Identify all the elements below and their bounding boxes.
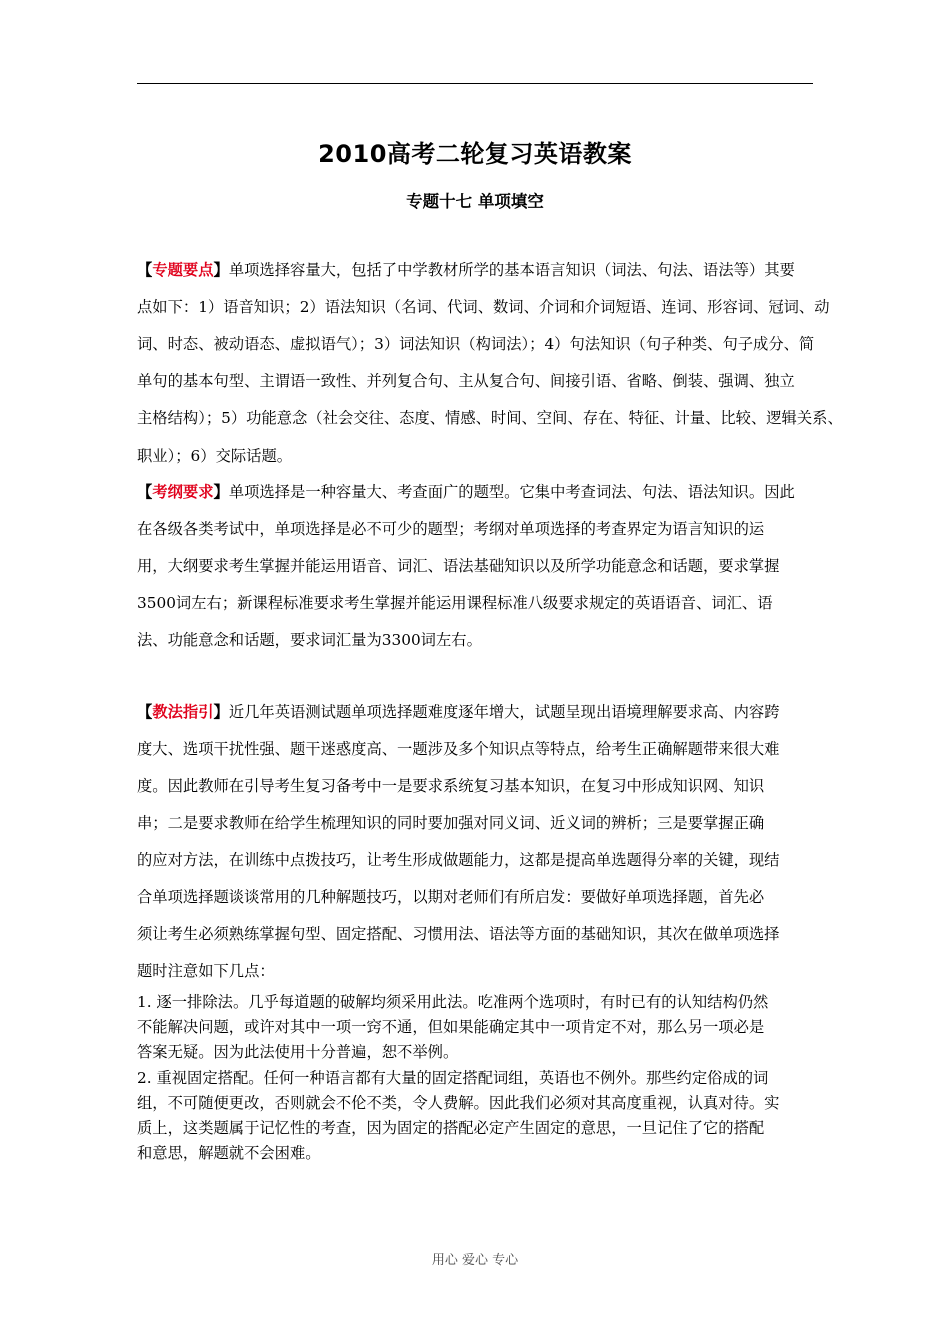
text-line: 质上，这类题属于记忆性的考查，因为固定的搭配必定产生固定的意思，一旦记住了它的搭配 xyxy=(137,1119,765,1137)
section-tag: 教法指引 xyxy=(152,703,214,721)
text-line: 答案无疑。因为此法使用十分普遍，恕不举例。 xyxy=(137,1043,459,1061)
section-tag: 考纲要求 xyxy=(152,483,214,501)
text-line: 在各级各类考试中，单项选择是必不可少的题型；考纲对单项选择的考查界定为语言知识的运 xyxy=(137,520,765,538)
text-line: 和意思，解题就不会困难。 xyxy=(137,1144,321,1162)
text-line: 单句的基本句型、主谓语一致性、并列复合句、主从复合句、间接引语、省略、倒装、强调、独立 xyxy=(137,372,795,390)
text-line: 度大、选项干扰性强、题干迷惑度高、一题涉及多个知识点等特点，给考生正确解题带来很大难 xyxy=(137,740,780,758)
text-line: 点如下：1）语音知识；2）语法知识（名词、代词、数词、介词和介词短语、连词、形容词、冠词、动 xyxy=(137,298,830,316)
text-line: 职业）；6）交际话题。 xyxy=(137,447,293,465)
text-line: 1. 逐一排除法。几乎每道题的破解均须采用此法。吃准两个选项时，有时已有的认知结构仍然 xyxy=(137,993,769,1011)
text-line: 3500词左右；新课程标准要求考生掌握并能运用课程标准八级要求规定的英语语音、词汇、语 xyxy=(137,594,773,612)
text-line: 【教法指引】近几年英语测试题单项选择题难度逐年增大，试题呈现出语境理解要求高、内容跨 xyxy=(137,703,780,721)
text-line: 主格结构）；5）功能意念（社会交往、态度、情感、时间、空间、存在、特征、计量、比较、逻辑关系、 xyxy=(137,409,843,427)
section-tag: 专题要点 xyxy=(152,261,214,279)
text-line: 不能解决问题，或许对其中一项一窍不通，但如果能确定其中一项肯定不对，那么另一项必是 xyxy=(137,1018,765,1036)
text-line: 度。因此教师在引导考生复习备考中一是要求系统复习基本知识，在复习中形成知识网、知识 xyxy=(137,777,765,795)
document-title: 2010高考二轮复习英语教案 xyxy=(318,140,632,168)
text-line: 用，大纲要求考生掌握并能运用语音、词汇、语法基础知识以及所学功能意念和话题，要求掌握 xyxy=(137,557,780,575)
text-line: 串；二是要求教师在给学生梳理知识的同时要加强对同义词、近义词的辨析；三是要掌握正确 xyxy=(137,814,765,832)
text-line: 2. 重视固定搭配。任何一种语言都有大量的固定搭配词组，英语也不例外。那些约定俗成的词 xyxy=(137,1069,769,1087)
text-line: 组，不可随便更改，否则就会不伦不类，令人费解。因此我们必须对其高度重视，认真对待。实 xyxy=(137,1094,780,1112)
text-line: 的应对方法，在训练中点拨技巧，让考生形成做题能力，这都是提高单选题得分率的关键，现结 xyxy=(137,851,780,869)
text-line: 须让考生必须熟练掌握句型、固定搭配、习惯用法、语法等方面的基础知识，其次在做单项选择 xyxy=(137,925,780,943)
text-line: 题时注意如下几点： xyxy=(137,962,275,980)
text-line: 法、功能意念和话题，要求词汇量为3300词左右。 xyxy=(137,631,482,649)
text-line: 【考纲要求】单项选择是一种容量大、考查面广的题型。它集中考查词法、句法、语法知识。因此 xyxy=(137,483,795,501)
header-rule xyxy=(137,83,813,84)
document-subtitle: 专题十七 单项填空 xyxy=(406,192,544,211)
text-line: 合单项选择题谈谈常用的几种解题技巧，以期对老师们有所启发：要做好单项选择题，首先必 xyxy=(137,888,765,906)
text-line: 词、时态、被动语态、虚拟语气）；3）词法知识（构词法）；4）句法知识（句子种类、句子成分、简 xyxy=(137,335,815,353)
page-footer: 用心 爱心 专心 xyxy=(431,1253,519,1268)
text-line: 【专题要点】单项选择容量大，包括了中学教材所学的基本语言知识（词法、句法、语法等）其要 xyxy=(137,261,795,279)
